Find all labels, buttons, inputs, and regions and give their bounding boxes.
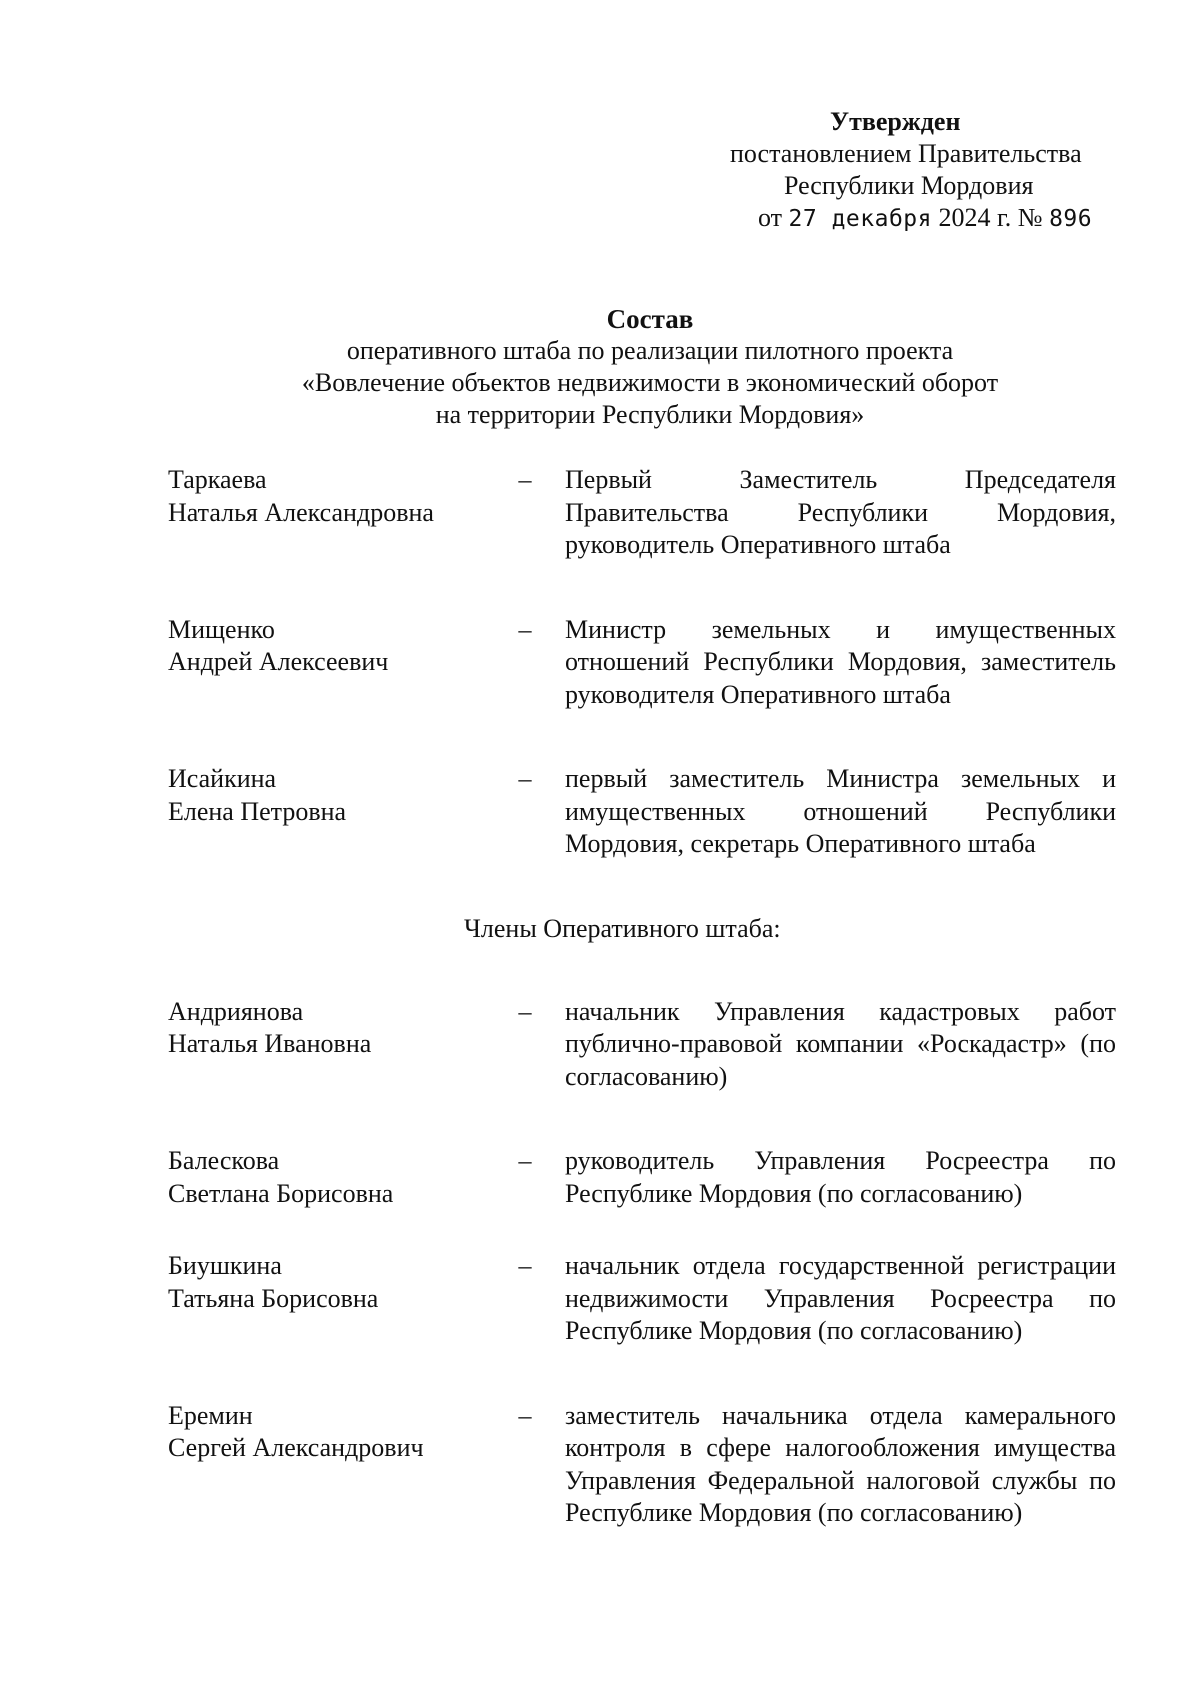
approval-republic-line: Республики Мордовия: [784, 171, 1034, 200]
member-surname: Еремин: [168, 1400, 253, 1430]
member-role: руководитель Управления Росреестра по Республике Мордовия (по согласованию): [565, 1146, 1116, 1208]
dash-separator: –: [518, 465, 532, 494]
member-name: [168, 996, 473, 1061]
members-subheading: Члены Оперативного штаба:: [464, 913, 781, 943]
approval-number-sign: №: [1017, 203, 1043, 232]
approval-date-line: [700, 202, 1120, 235]
approval-date-value: 27 декабря: [788, 206, 933, 232]
document-heading: [150, 303, 1150, 431]
dash-separator: –: [518, 614, 532, 644]
heading-line-4: на территории Республики Мордовия»: [435, 400, 865, 429]
approval-title: Утвержден: [830, 107, 961, 136]
approval-decree-line: постановлением Правительства: [730, 139, 1082, 168]
member-given-name: Елена Петровна: [168, 796, 347, 826]
staff-row-member: [168, 1250, 1116, 1348]
member-role: начальник отдела государственной регистрации недвижимости Управления Росреестра по Республике Мордовия (по согласованию): [565, 1251, 1116, 1345]
staff-row-member: [168, 996, 1116, 1094]
member-surname: Исайкина: [168, 764, 277, 793]
approval-year: 2024 г.: [938, 203, 1012, 232]
staff-row-leader: [168, 464, 1116, 562]
approval-number-value: 896: [1049, 206, 1093, 232]
member-name: [168, 1400, 473, 1465]
approval-date-prefix: от: [758, 203, 783, 232]
member-surname: Мищенко: [168, 614, 275, 644]
staff-row-member: [168, 1400, 1116, 1530]
member-role: заместитель начальника отдела камерального контроля в сфере налогообложения имущества Управления Федеральной налоговой службы по Республике Мордовия (по согласованию): [565, 1400, 1116, 1527]
staff-row-secretary: [168, 763, 1116, 861]
member-given-name: Наталья Ивановна: [168, 1029, 372, 1058]
dash-separator: –: [518, 1400, 532, 1430]
member-given-name: Наталья Александровна: [168, 497, 434, 527]
member-surname: Таркаева: [168, 465, 267, 494]
member-given-name: Татьяна Борисовна: [168, 1283, 379, 1313]
member-role: первый заместитель Министра земельных и имущественных отношений Республики Мордовия, секретарь Оперативного штаба: [565, 764, 1116, 858]
heading-title: Состав: [606, 304, 694, 334]
member-surname: Балескова: [168, 1146, 280, 1175]
member-given-name: Светлана Борисовна: [168, 1178, 394, 1208]
approval-block: [700, 106, 1120, 235]
member-name: [168, 1250, 473, 1315]
dash-separator: –: [518, 996, 532, 1026]
member-surname: Андриянова: [168, 996, 304, 1026]
dash-separator: –: [518, 1146, 532, 1175]
member-name: [168, 763, 473, 828]
member-role: начальник Управления кадастровых работ публично-правовой компании «Роскадастр» (по согласованию): [565, 996, 1116, 1091]
staff-row-deputy: [168, 614, 1116, 712]
member-name: [168, 464, 473, 529]
dash-separator: –: [518, 1251, 532, 1280]
member-given-name: Андрей Алексеевич: [168, 647, 389, 676]
member-name: [168, 614, 473, 679]
member-role: Министр земельных и имущественных отношений Республики Мордовия, заместитель руководителя Оперативного штаба: [565, 614, 1116, 709]
member-name: [168, 1145, 473, 1210]
staff-row-member: [168, 1145, 1116, 1210]
staff-list: [168, 464, 1116, 1530]
member-surname: Биушкина: [168, 1251, 282, 1280]
heading-line-2: оперативного штаба по реализации пилотного проекта: [346, 336, 954, 365]
member-given-name: Сергей Александрович: [168, 1433, 424, 1462]
member-role: Первый Заместитель Председателя Правительства Республики Мордовия, руководитель Оперативного штаба: [565, 465, 1116, 559]
heading-line-3: «Вовлечение объектов недвижимости в экономический оборот: [301, 368, 999, 397]
dash-separator: –: [518, 764, 532, 793]
